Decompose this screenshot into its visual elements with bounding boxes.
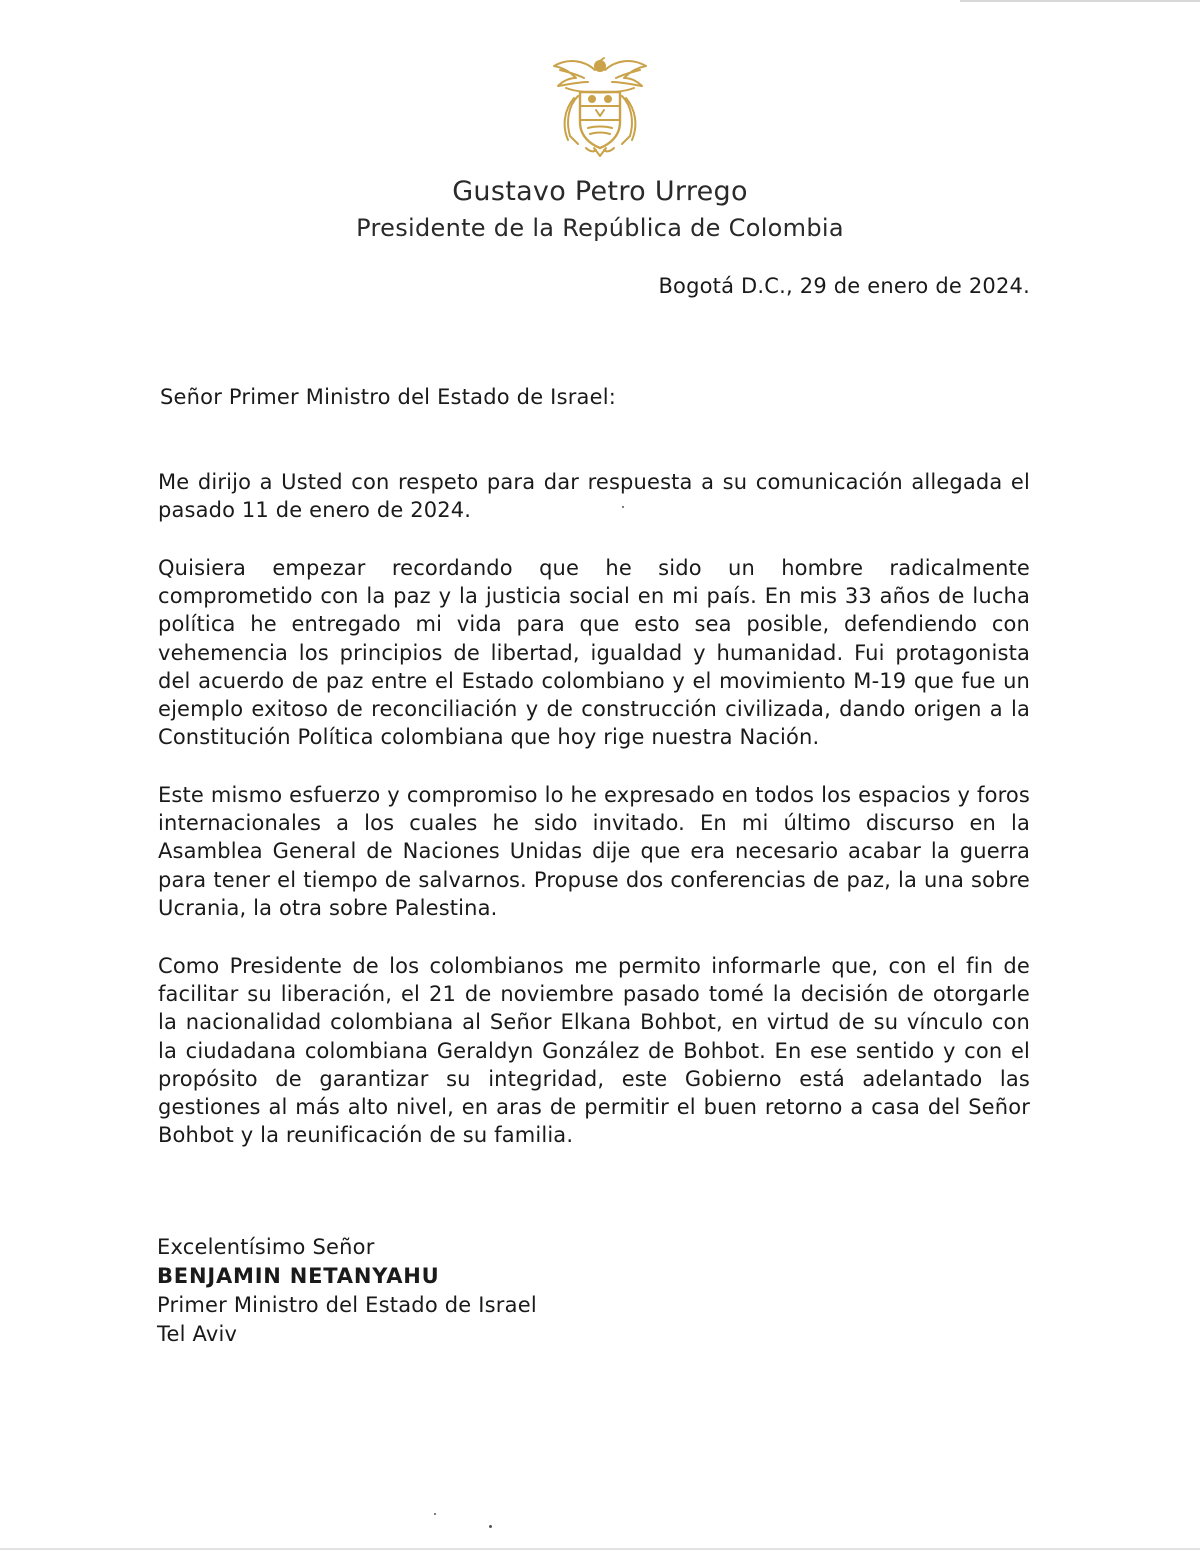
- sender-name: Gustavo Petro Urrego: [452, 176, 748, 207]
- body-paragraph: Como Presidente de los colombianos me permito informarle que, con el fin de facilitar su liberación, el 21 de noviembre pasado tomé la decisión de otorgarle la nacionalidad colombiana al Señor Elkana Bohbot, en virtud de su vínculo con la ciudadana colombiana Geraldyn González de Bohbot. En ese sentido y con el propósito de garantizar su integridad, este Gobierno está adelantado las gestiones al más alto nivel, en aras de permitir el buen retorno a casa del Señor Bohbot y la reunificación de su familia.: [158, 954, 1030, 1148]
- body-paragraph: Quisiera empezar recordando que he sido un hombre radicalmente comprometido con la paz y la justicia social en mi país. En mis 33 años de lucha política he entregado mi vida para que esto sea posible, defendiendo con vehemencia los principios de libertad, igualdad y humanidad. Fui protagonista del acuerdo de paz entre el Estado colombiano y el movimiento M-19 que fue un ejemplo exitoso de reconciliación y de construcción civilizada, dando origen a la Constitución Política colombiana que hoy rige nuestra Nación.: [158, 556, 1030, 750]
- recipient-honorific: Excelentísimo Señor: [157, 1235, 375, 1259]
- salutation: Señor Primer Ministro del Estado de Israel:: [160, 385, 617, 409]
- scan-edge-bottom: [0, 1548, 1200, 1550]
- scan-edge-top: [960, 0, 1200, 2]
- sender-title: Presidente de la República de Colombia: [356, 214, 844, 242]
- recipient-block: [157, 1233, 537, 1349]
- colombia-coat-of-arms-icon: [548, 52, 652, 158]
- letter-date: Bogotá D.C., 29 de enero de 2024.: [658, 274, 1030, 298]
- letterhead: [0, 174, 1200, 246]
- body-paragraph: Me dirijo a Usted con respeto para dar respuesta a su comunicación allegada el pasado 11 de enero de 2024.: [158, 470, 1030, 523]
- recipient-name: BENJAMIN NETANYAHU: [157, 1264, 440, 1288]
- scan-speck: [489, 1525, 492, 1528]
- body-paragraph: Este mismo esfuerzo y compromiso lo he expresado en todos los espacios y foros internacionales a los cuales he sido invitado. En mi último discurso en la Asamblea General de Naciones Unidas dije que era necesario acabar la guerra para tener el tiempo de salvarnos. Propuse dos conferencias de paz, la una sobre Ucrania, la otra sobre Palestina.: [158, 783, 1030, 920]
- scan-speck: [434, 1513, 436, 1515]
- recipient-city: Tel Aviv: [157, 1322, 238, 1346]
- scan-speck: [622, 506, 624, 508]
- recipient-position: Primer Ministro del Estado de Israel: [157, 1293, 537, 1317]
